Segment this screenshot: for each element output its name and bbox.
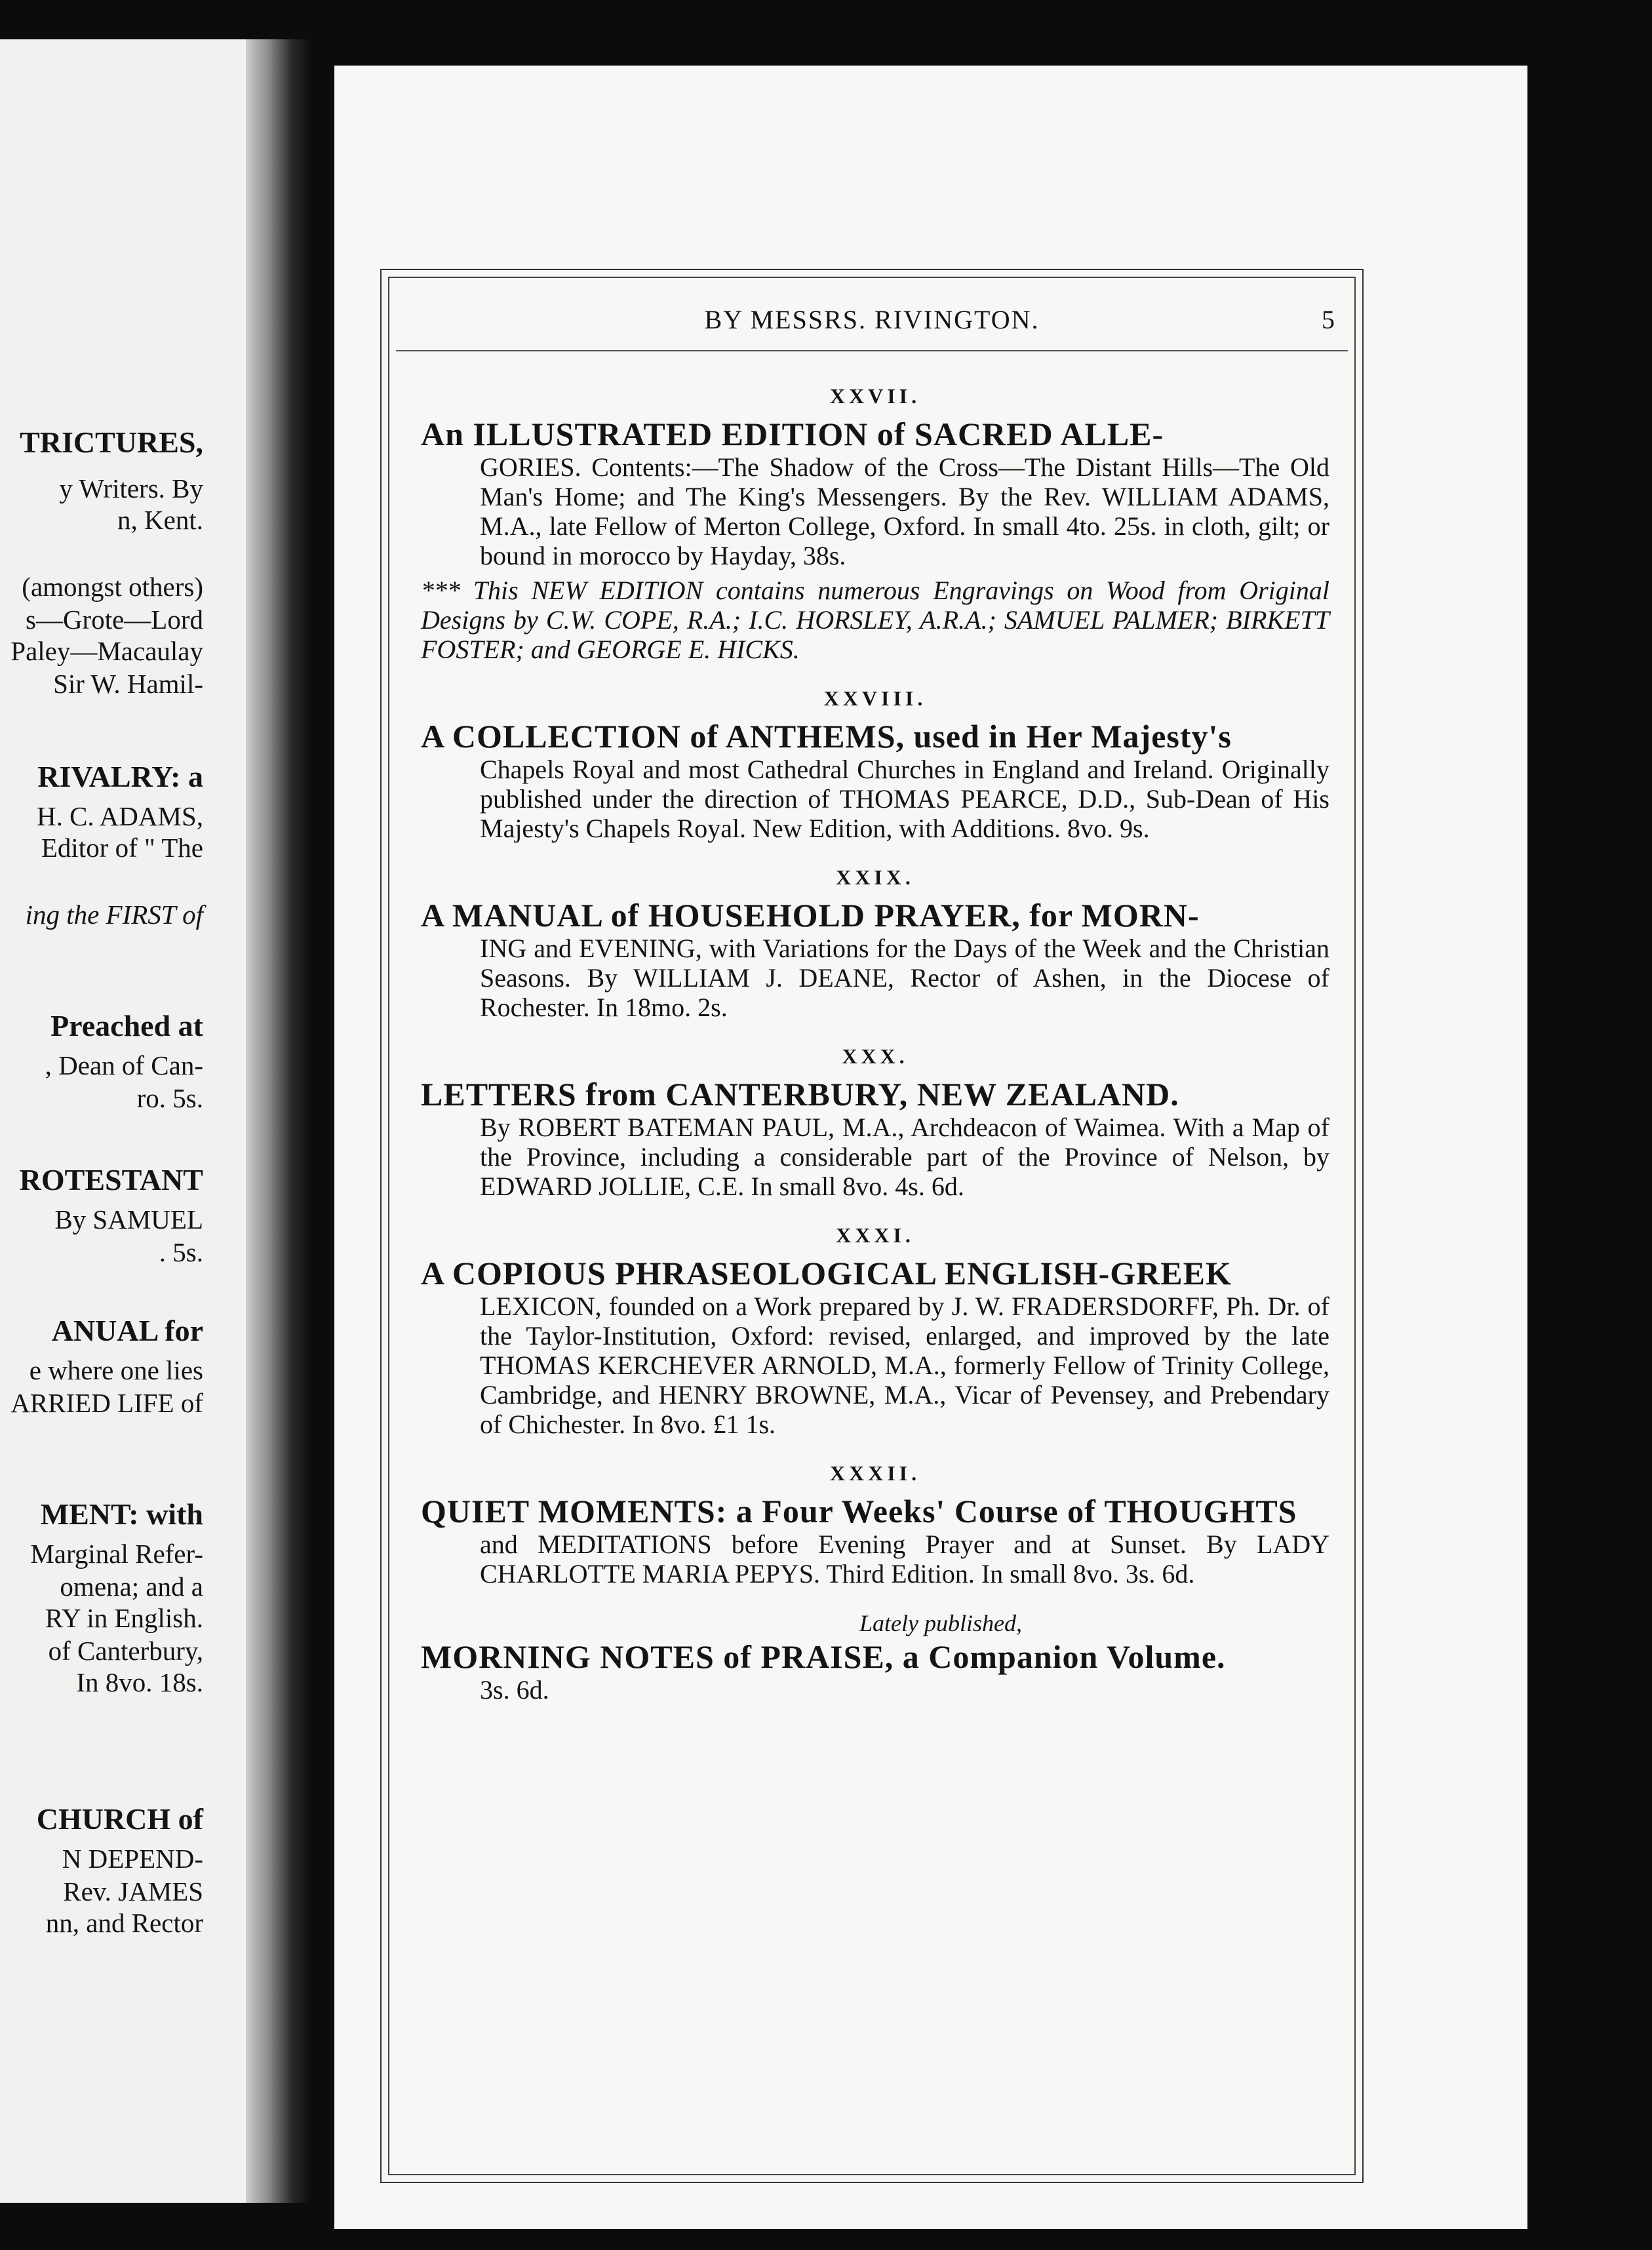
left-page-line: n, Kent. (117, 505, 203, 535)
page-number: 5 (1322, 305, 1335, 334)
left-page-line: RIVALRY: a (37, 760, 203, 793)
entry-description: LEXICON, founded on a Work prepared by J. W. FRADERSDORFF, Ph. Dr. of the Taylor-Institution, Oxford: revised, enlarged, and improved by the late THOMAS KERCHEVER ARNOLD, M.A., formerly Fellow of Trinity College, Cambridge, and HENRY BROWNE, M.A., Vicar of Pevensey, and Prebendary of Chichester. In 8vo. £1 1s. (480, 1292, 1329, 1439)
entry-description: GORIES. Contents:—The Shadow of the Cross—The Distant Hills—The Old Man's Home; and The King's Messengers. By the Rev. WILLIAM ADAMS, M.A., late Fellow of Merton College, Oxford. In small 4to. 25s. in cloth, gilt; or bound in morocco by Hayday, 38s. (480, 452, 1329, 570)
left-page-line: ro. 5s. (136, 1083, 203, 1113)
left-page-line: ROTESTANT (19, 1163, 203, 1196)
main-page (334, 66, 1527, 2229)
left-page-line: RY in English. (45, 1603, 203, 1633)
left-page-line: Marginal Refer- (30, 1539, 203, 1569)
left-page-line: H. C. ADAMS, (36, 801, 203, 831)
left-page-line: (amongst others) (22, 572, 203, 602)
entry-description: and MEDITATIONS before Evening Prayer and at Sunset. By LADY CHARLOTTE MARIA PEPYS. Third Edition. In small 8vo. 3s. 6d. (480, 1530, 1329, 1589)
left-page-line: CHURCH of (36, 1802, 203, 1836)
book-gutter-shadow (246, 39, 311, 2203)
left-page-line: ing the FIRST of (25, 899, 203, 930)
left-page-line: s—Grote—Lord (25, 604, 203, 635)
left-page-line: ANUAL for (51, 1314, 203, 1347)
left-page-line: , Dean of Can- (45, 1050, 203, 1080)
left-facing-page (0, 39, 275, 2203)
lately-published-label: Lately published, (859, 1610, 1022, 1636)
left-page-line: nn, and Rector (45, 1908, 203, 1938)
entry-numeral: XXX. (842, 1044, 909, 1068)
left-page-line: Editor of " The (41, 833, 203, 863)
left-page-line: TRICTURES, (20, 425, 203, 459)
entry-title: A COLLECTION of ANTHEMS, used in Her Majesty's (421, 718, 1232, 755)
left-page-line: In 8vo. 18s. (76, 1667, 203, 1697)
entry-title: QUIET MOMENTS: a Four Weeks' Course of THOUGHTS (421, 1493, 1297, 1530)
left-page-line: By SAMUEL (54, 1204, 203, 1234)
entry-numeral: XXVIII. (823, 686, 927, 710)
left-page-line: of Canterbury, (48, 1636, 203, 1666)
entry-description: ING and EVENING, with Variations for the Days of the Week and the Christian Seasons. By WILLIAM J. DEANE, Rector of Ashen, in the Diocese of Rochester. In 18mo. 2s. (480, 934, 1329, 1022)
left-page-line: Preached at (50, 1009, 203, 1042)
left-page-line: MENT: with (40, 1497, 203, 1531)
left-page-line: e where one lies (29, 1355, 203, 1385)
left-page-line: N DEPEND- (62, 1844, 203, 1874)
left-page-line: y Writers. By (59, 473, 203, 503)
page-border-frame (380, 269, 1364, 2183)
entry-description: By ROBERT BATEMAN PAUL, M.A., Archdeacon of Waimea. With a Map of the Province, including a considerable part of the Province of Nelson, by EDWARD JOLLIE, C.E. In small 8vo. 4s. 6d. (480, 1113, 1329, 1201)
running-head: BY MESSRS. RIVINGTON. (704, 305, 1040, 334)
entry-title: A COPIOUS PHRASEOLOGICAL ENGLISH-GREEK (421, 1255, 1232, 1292)
entry-note: *** This NEW EDITION contains numerous Engravings on Wood from Original Designs by C.W. COPE, R.A.; I.C. HORSLEY, A.R.A.; SAMUEL PALMER; BIRKETT FOSTER; and GEORGE E. HICKS. (421, 576, 1329, 664)
left-page-line: ARRIED LIFE of (10, 1388, 203, 1418)
entry-title: MORNING NOTES of PRAISE, a Companion Volume. (421, 1638, 1226, 1675)
catalogue-content (421, 382, 1329, 1724)
catalogue-entry (421, 684, 1329, 843)
entry-numeral: XXVII. (829, 384, 921, 408)
entry-numeral: XXXI. (836, 1223, 914, 1247)
left-page-line: . 5s. (159, 1237, 203, 1267)
left-page-line: omena; and a (60, 1571, 203, 1602)
catalogue-entry (421, 1042, 1329, 1201)
catalogue-entry (421, 1459, 1329, 1589)
entry-numeral: XXXII. (829, 1461, 921, 1485)
entry-description: Chapels Royal and most Cathedral Churches in England and Ireland. Originally published under the direction of THOMAS PEARCE, D.D., Sub-Dean of His Majesty's Chapels Royal. New Edition, with Additions. 8vo. 9s. (480, 755, 1329, 843)
catalogue-entry (421, 863, 1329, 1022)
page-header (396, 285, 1348, 351)
left-page-line: Paley—Macaulay (10, 636, 203, 666)
entry-numeral: XXIX. (836, 865, 914, 889)
entry-title: A MANUAL of HOUSEHOLD PRAYER, for MORN- (421, 897, 1200, 934)
catalogue-entry-final (421, 1638, 1329, 1705)
catalogue-entry (421, 382, 1329, 664)
entry-title: An ILLUSTRATED EDITION of SACRED ALLE- (421, 416, 1164, 452)
left-page-line: Rev. JAMES (63, 1876, 203, 1906)
left-page-line: Sir W. Hamil- (53, 669, 203, 699)
entry-description: 3s. 6d. (480, 1675, 549, 1705)
catalogue-entry (421, 1221, 1329, 1439)
entry-title: LETTERS from CANTERBURY, NEW ZEALAND. (421, 1076, 1179, 1113)
